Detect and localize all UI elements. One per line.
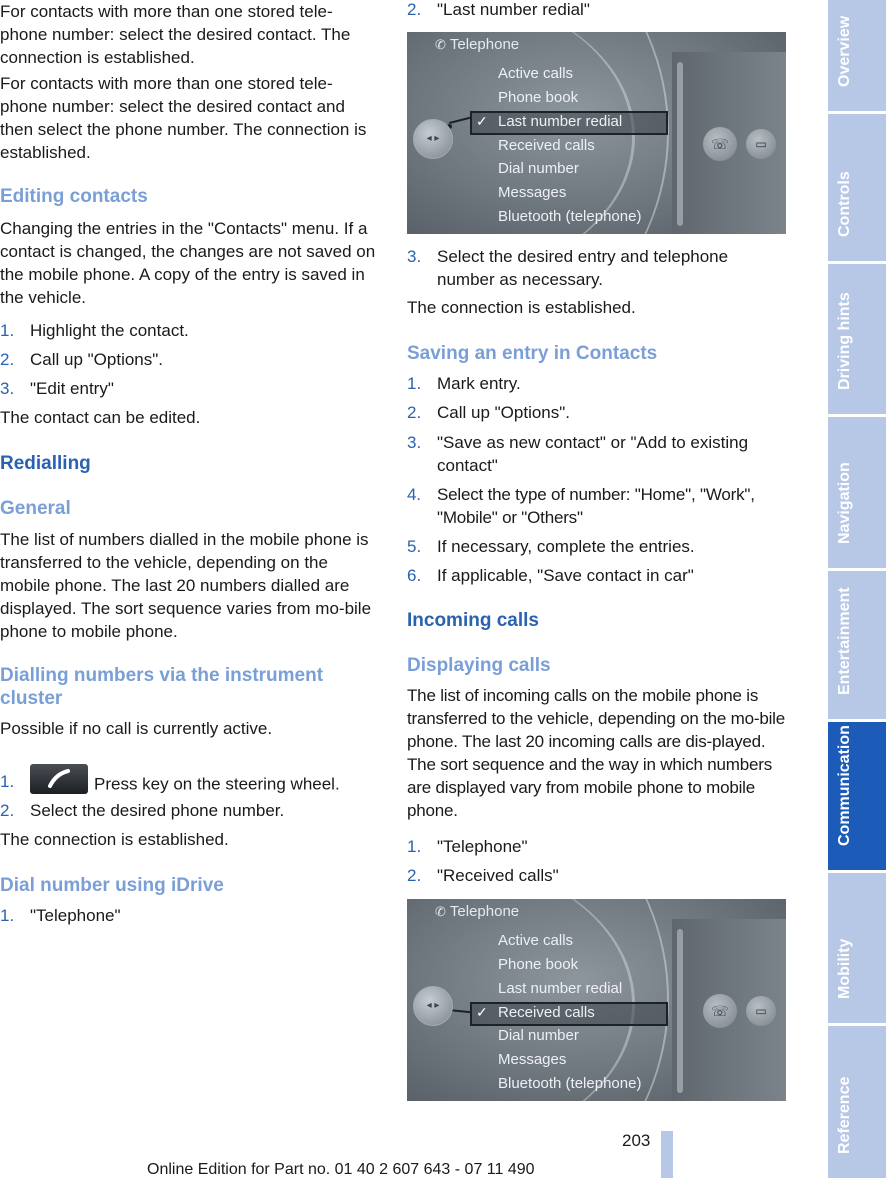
checkmark-icon: ✓ (476, 1004, 488, 1020)
idrive-screenshot-last-number-redial (407, 32, 786, 234)
idrive-screenshot-received-calls (407, 899, 786, 1101)
paragraph: Changing the entries in the "Contacts" menu. If a contact is changed, the changes are not saved on the mobile phone. A copy of the entry is saved in the vehicle. (0, 219, 376, 307)
section-heading-dialling-cluster: Dialling numbers via the instrument cluster (0, 665, 324, 709)
menu-item: Active calls (498, 932, 574, 949)
tab-controls[interactable]: Controls (828, 114, 886, 261)
list-item: 3. "Save as new contact" or "Add to existing contact" (407, 433, 749, 475)
menu-item-selected: Received calls (498, 1004, 595, 1021)
telephone-icon: ✆ (435, 904, 446, 919)
menu-item: Phone book (498, 956, 579, 973)
tab-navigation[interactable]: Navigation (828, 417, 886, 568)
list-item: 1. Highlight the contact. (0, 321, 189, 340)
checkmark-icon: ✓ (476, 113, 488, 129)
list-item: 2. Call up "Options". (407, 403, 571, 422)
footer-text: Online Edition for Part no. 01 40 2 607 643 - 07 11 490 (147, 1161, 535, 1178)
menu-item: Bluetooth (telephone) (498, 208, 642, 225)
voice-settings-icon: ☏ (703, 994, 737, 1028)
section-heading-incoming-calls: Incoming calls (407, 610, 539, 631)
screen-title: Telephone (449, 903, 520, 920)
menu-item: Dial number (498, 1027, 579, 1044)
menu-item: Messages (498, 184, 567, 201)
screen-title: Telephone (449, 36, 520, 53)
paragraph: The contact can be edited. (0, 408, 201, 427)
tab-overview[interactable]: Overview (828, 0, 886, 111)
list-item: 4. Select the type of number: "Home", "Work", "Mobile" or "Others" (407, 485, 755, 527)
list-item: 1. "Telephone" (0, 906, 121, 925)
menu-item: Phone book (498, 89, 579, 106)
controller-knob-icon: ◂ ▸ (413, 119, 453, 159)
chapter-tabs (828, 0, 886, 1178)
menu-item: Received calls (498, 137, 595, 154)
tab-communication[interactable]: Communication (828, 722, 886, 870)
paragraph: The list of numbers dialled in the mobile phone is transferred to the vehicle, depending on the mobile phone. The last 20 numbers dialled are displayed. The sort sequence varies from mo-bile phone to mobile phone. (0, 530, 372, 641)
list-item: 1. Mark entry. (407, 374, 521, 393)
paragraph: The connection is established. (407, 298, 636, 317)
scroll-indicator (677, 929, 683, 1093)
menu-item: Last number redial (498, 980, 623, 997)
section-heading-editing-contacts: Editing contacts (0, 186, 148, 207)
list-item: 3. Select the desired entry and telephone number as necessary. (407, 247, 729, 289)
menu-item-selected: Last number redial (498, 113, 623, 130)
phone-key-icon (30, 764, 88, 794)
page-marker (661, 1131, 673, 1178)
page-number: 203 (622, 1131, 651, 1150)
section-heading-saving: Saving an entry in Contacts (407, 343, 658, 364)
menu-item: Active calls (498, 65, 574, 82)
tab-driving-hints[interactable]: Driving hints (828, 264, 886, 414)
section-heading-general: General (0, 498, 71, 519)
paragraph: Possible if no call is currently active. (0, 719, 273, 738)
list-item: 3. "Edit entry" (0, 379, 114, 398)
menu-item: Dial number (498, 160, 579, 177)
tab-entertainment[interactable]: Entertainment (828, 571, 886, 719)
phone-menu-icon: ▭ (746, 996, 776, 1026)
paragraph: The list of incoming calls on the mobile phone is transferred to the vehicle, depending on the mo-bile phone. The last 20 incoming calls are dis-played. The sort sequence and the way in which numbers are displayed vary from mobile phone to mobile phone. (407, 686, 786, 820)
controller-knob-icon: ◂ ▸ (413, 986, 453, 1026)
list-item: 5. If necessary, complete the entries. (407, 537, 695, 556)
section-heading-displaying-calls: Displaying calls (407, 655, 551, 676)
telephone-icon: ✆ (435, 37, 446, 52)
list-item: 1. Press key on the steering wheel. (0, 770, 378, 800)
section-heading-dial-idrive: Dial number using iDrive (0, 875, 224, 896)
list-item: 2. Call up "Options". (0, 350, 164, 369)
list-item: 6. If applicable, "Save contact in car" (407, 566, 694, 585)
paragraph: The connection is established. (0, 830, 229, 849)
list-item: 1. "Telephone" (407, 837, 528, 856)
tab-mobility[interactable]: Mobility (828, 873, 886, 1023)
menu-item: Messages (498, 1051, 567, 1068)
list-item: 2. "Received calls" (407, 866, 559, 885)
section-heading-redialling: Redialling (0, 453, 91, 474)
voice-settings-icon: ☏ (703, 127, 737, 161)
paragraph: For contacts with more than one stored tele-phone number: select the desired contact and then select the phone number. The connection is established. (0, 74, 367, 162)
menu-item: Bluetooth (telephone) (498, 1075, 642, 1092)
paragraph: For contacts with more than one stored tele-phone number: select the desired contact. The connection is established. (0, 2, 351, 67)
scroll-indicator (677, 62, 683, 226)
list-item: 2. Select the desired phone number. (0, 801, 285, 820)
phone-menu-icon: ▭ (746, 129, 776, 159)
tab-reference[interactable]: Reference (828, 1026, 886, 1178)
list-item: 2. "Last number redial" (407, 0, 590, 19)
